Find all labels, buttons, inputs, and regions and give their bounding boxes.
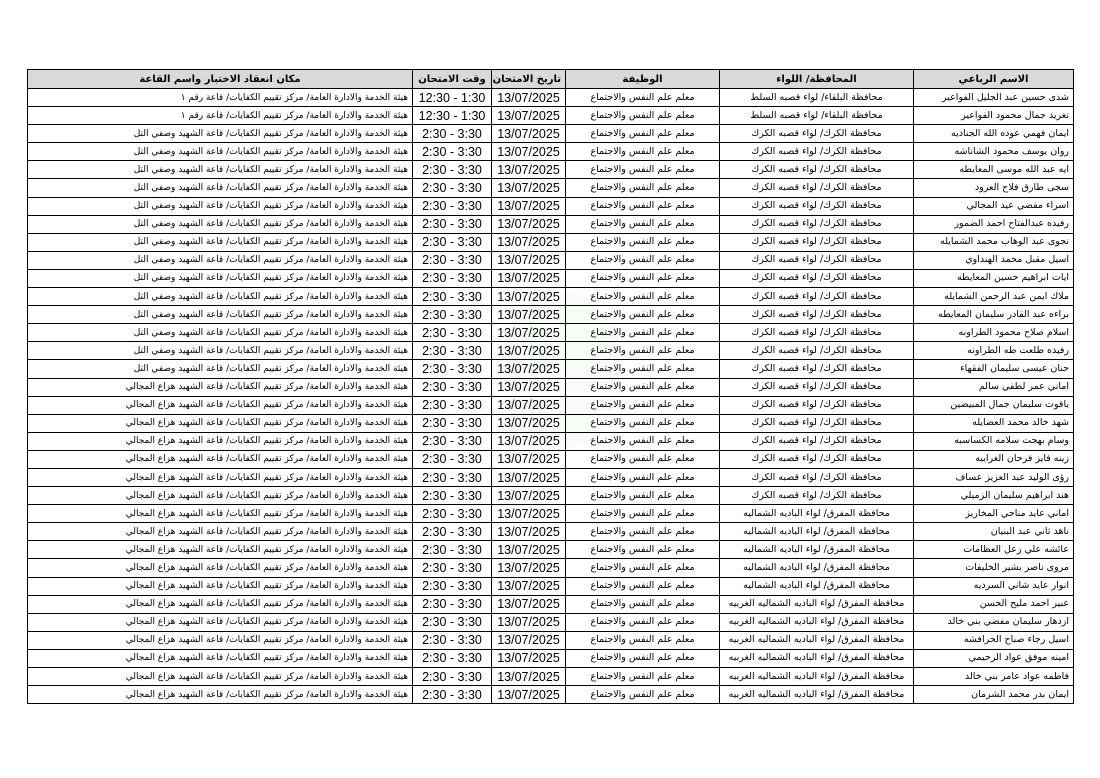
cell-place: هيئة الخدمة والادارة العامة/ مركز تقييم الكفايات/ قاعة الشهيد هزاع المجالي xyxy=(28,487,413,505)
cell-job: معلم علم النفس والاجتماع xyxy=(566,360,720,378)
table-body xyxy=(28,89,1074,704)
cell-name: اسيل رجاء صباح الحرافشه xyxy=(914,631,1074,649)
header-date: تاريخ الامتحان xyxy=(492,70,566,89)
cell-date: 13/07/2025 xyxy=(492,414,566,432)
cell-time: 2:30 - 3:30 xyxy=(413,233,492,251)
cell-place: هيئة الخدمة والادارة العامة/ مركز تقييم الكفايات/ قاعة الشهيد هزاع المجالي xyxy=(28,649,413,667)
header-name: الاسم الرباعي xyxy=(914,70,1074,89)
table-row xyxy=(28,487,1074,505)
cell-date: 13/07/2025 xyxy=(492,360,566,378)
cell-date: 13/07/2025 xyxy=(492,107,566,125)
cell-time: 2:30 - 3:30 xyxy=(413,577,492,595)
cell-name: مروى ناصر بشير الخليفات xyxy=(914,559,1074,577)
cell-place: هيئة الخدمة والادارة العامة/ مركز تقييم الكفايات/ قاعة الشهيد هزاع المجالي xyxy=(28,523,413,541)
cell-governorate: محافظة المفرق/ لواء الباديه الشماليه xyxy=(720,559,914,577)
cell-place: هيئة الخدمة والادارة العامة/ مركز تقييم الكفايات/ قاعة الشهيد هزاع المجالي xyxy=(28,686,413,704)
cell-name: رؤى الوليد عبد العزيز عساف xyxy=(914,468,1074,486)
table-row xyxy=(28,269,1074,287)
cell-time: 2:30 - 3:30 xyxy=(413,360,492,378)
cell-date: 13/07/2025 xyxy=(492,161,566,179)
cell-place: هيئة الخدمة والادارة العامة/ مركز تقييم الكفايات/ قاعة الشهيد هزاع المجالي xyxy=(28,541,413,559)
cell-name: براءه عبد القادر سليمان المعايطه xyxy=(914,306,1074,324)
table-row xyxy=(28,505,1074,523)
cell-place: هيئة الخدمة والادارة العامة/ مركز تقييم الكفايات/ قاعة الشهيد وصفي التل xyxy=(28,215,413,233)
cell-name: نجوى عبد الوهاب محمد الشمايله xyxy=(914,233,1074,251)
cell-time: 12:30 - 1:30 xyxy=(413,89,492,107)
cell-job: معلم علم النفس والاجتماع xyxy=(566,107,720,125)
cell-date: 13/07/2025 xyxy=(492,89,566,107)
cell-governorate: محافظة الكرك/ لواء قصبه الكرك xyxy=(720,306,914,324)
cell-date: 13/07/2025 xyxy=(492,125,566,143)
cell-time: 2:30 - 3:30 xyxy=(413,613,492,631)
cell-governorate: محافظة المفرق/ لواء الباديه الشماليه الغربيه xyxy=(720,649,914,667)
cell-place: هيئة الخدمة والادارة العامة/ مركز تقييم الكفايات/ قاعة الشهيد هزاع المجالي xyxy=(28,668,413,686)
cell-place: هيئة الخدمة والادارة العامة/ مركز تقييم الكفايات/ قاعة الشهيد وصفي التل xyxy=(28,324,413,342)
cell-governorate: محافظة الكرك/ لواء قصبه الكرك xyxy=(720,251,914,269)
cell-governorate: محافظة الكرك/ لواء قصبه الكرك xyxy=(720,468,914,486)
cell-job: معلم علم النفس والاجتماع xyxy=(566,595,720,613)
cell-governorate: محافظة الكرك/ لواء قصبه الكرك xyxy=(720,487,914,505)
cell-time: 2:30 - 3:30 xyxy=(413,197,492,215)
cell-job: معلم علم النفس والاجتماع xyxy=(566,523,720,541)
table-row xyxy=(28,631,1074,649)
cell-place: هيئة الخدمة والادارة العامة/ مركز تقييم الكفايات/ قاعة الشهيد هزاع المجالي xyxy=(28,631,413,649)
cell-time: 2:30 - 3:30 xyxy=(413,125,492,143)
cell-date: 13/07/2025 xyxy=(492,559,566,577)
cell-place: هيئة الخدمة والادارة العامة/ مركز تقييم الكفايات/ قاعة الشهيد هزاع المجالي xyxy=(28,505,413,523)
cell-governorate: محافظة الكرك/ لواء قصبه الكرك xyxy=(720,161,914,179)
cell-place: هيئة الخدمة والادارة العامة/ مركز تقييم الكفايات/ قاعة الشهيد وصفي التل xyxy=(28,306,413,324)
cell-job: معلم علم النفس والاجتماع xyxy=(566,233,720,251)
cell-date: 13/07/2025 xyxy=(492,432,566,450)
exam-schedule-sheet xyxy=(27,69,1073,704)
table-row xyxy=(28,306,1074,324)
cell-time: 2:30 - 3:30 xyxy=(413,251,492,269)
cell-date: 13/07/2025 xyxy=(492,686,566,704)
cell-place: هيئة الخدمة والادارة العامة/ مركز تقييم الكفايات/ قاعة الشهيد وصفي التل xyxy=(28,143,413,161)
cell-job: معلم علم النفس والاجتماع xyxy=(566,125,720,143)
cell-name: اماني عايد مناحي المخاريز xyxy=(914,505,1074,523)
table-row xyxy=(28,668,1074,686)
cell-name: اسيل مقبل محمد الهنداوي xyxy=(914,251,1074,269)
cell-job: معلم علم النفس والاجتماع xyxy=(566,468,720,486)
cell-job: معلم علم النفس والاجتماع xyxy=(566,396,720,414)
table-row xyxy=(28,161,1074,179)
header-time: وقت الامتحان xyxy=(413,70,492,89)
cell-job: معلم علم النفس والاجتماع xyxy=(566,179,720,197)
cell-time: 2:30 - 3:30 xyxy=(413,432,492,450)
cell-date: 13/07/2025 xyxy=(492,649,566,667)
cell-time: 2:30 - 3:30 xyxy=(413,468,492,486)
cell-governorate: محافظة البلقاء/ لواء قصبه السلط xyxy=(720,89,914,107)
cell-name: عائشه علي زعل العظامات xyxy=(914,541,1074,559)
cell-name: ايمان بدر محمد الشرمان xyxy=(914,686,1074,704)
cell-job: معلم علم النفس والاجتماع xyxy=(566,215,720,233)
cell-place: هيئة الخدمة والادارة العامة/ مركز تقييم الكفايات/ قاعة الشهيد هزاع المجالي xyxy=(28,577,413,595)
cell-time: 2:30 - 3:30 xyxy=(413,396,492,414)
cell-place: هيئة الخدمة والادارة العامة/ مركز تقييم الكفايات/ قاعة الشهيد وصفي التل xyxy=(28,269,413,287)
cell-place: هيئة الخدمة والادارة العامة/ مركز تقييم الكفايات/ قاعة الشهيد هزاع المجالي xyxy=(28,432,413,450)
table-row xyxy=(28,179,1074,197)
cell-name: ناهد ثاني عبد البنيان xyxy=(914,523,1074,541)
cell-time: 2:30 - 3:30 xyxy=(413,179,492,197)
cell-time: 2:30 - 3:30 xyxy=(413,414,492,432)
table-row xyxy=(28,649,1074,667)
cell-governorate: محافظة البلقاء/ لواء قصبه السلط xyxy=(720,107,914,125)
cell-name: شهد خالد محمد العضايله xyxy=(914,414,1074,432)
cell-job: معلم علم النفس والاجتماع xyxy=(566,668,720,686)
cell-job: معلم علم النفس والاجتماع xyxy=(566,450,720,468)
cell-date: 13/07/2025 xyxy=(492,288,566,306)
cell-name: اسراء مفضي عيد المجالي xyxy=(914,197,1074,215)
cell-time: 2:30 - 3:30 xyxy=(413,306,492,324)
cell-governorate: محافظة الكرك/ لواء قصبه الكرك xyxy=(720,432,914,450)
cell-governorate: محافظة الكرك/ لواء قصبه الكرك xyxy=(720,378,914,396)
table-row xyxy=(28,324,1074,342)
cell-governorate: محافظة الكرك/ لواء قصبه الكرك xyxy=(720,233,914,251)
cell-job: معلم علم النفس والاجتماع xyxy=(566,613,720,631)
cell-time: 2:30 - 3:30 xyxy=(413,269,492,287)
table-row xyxy=(28,342,1074,360)
cell-name: تغريد جمال محمود الفواعير xyxy=(914,107,1074,125)
cell-date: 13/07/2025 xyxy=(492,631,566,649)
cell-time: 2:30 - 3:30 xyxy=(413,523,492,541)
table-row xyxy=(28,107,1074,125)
table-row xyxy=(28,541,1074,559)
cell-place: هيئة الخدمة والادارة العامة/ مركز تقييم الكفايات/ قاعة رقم ١ xyxy=(28,89,413,107)
cell-governorate: محافظة المفرق/ لواء الباديه الشماليه الغربيه xyxy=(720,613,914,631)
table-row xyxy=(28,450,1074,468)
cell-place: هيئة الخدمة والادارة العامة/ مركز تقييم الكفايات/ قاعة الشهيد هزاع المجالي xyxy=(28,414,413,432)
cell-job: معلم علم النفس والاجتماع xyxy=(566,89,720,107)
cell-date: 13/07/2025 xyxy=(492,269,566,287)
cell-place: هيئة الخدمة والادارة العامة/ مركز تقييم الكفايات/ قاعة الشهيد هزاع المجالي xyxy=(28,613,413,631)
cell-job: معلم علم النفس والاجتماع xyxy=(566,432,720,450)
cell-job: معلم علم النفس والاجتماع xyxy=(566,577,720,595)
cell-job: معلم علم النفس والاجتماع xyxy=(566,288,720,306)
table-row xyxy=(28,396,1074,414)
cell-governorate: محافظة الكرك/ لواء قصبه الكرك xyxy=(720,414,914,432)
cell-job: معلم علم النفس والاجتماع xyxy=(566,197,720,215)
cell-governorate: محافظة الكرك/ لواء قصبه الكرك xyxy=(720,215,914,233)
cell-time: 2:30 - 3:30 xyxy=(413,559,492,577)
cell-date: 13/07/2025 xyxy=(492,505,566,523)
cell-date: 13/07/2025 xyxy=(492,233,566,251)
cell-job: معلم علم النفس والاجتماع xyxy=(566,342,720,360)
cell-governorate: محافظة الكرك/ لواء قصبه الكرك xyxy=(720,450,914,468)
cell-date: 13/07/2025 xyxy=(492,577,566,595)
cell-date: 13/07/2025 xyxy=(492,197,566,215)
cell-time: 2:30 - 3:30 xyxy=(413,215,492,233)
cell-job: معلم علم النفس والاجتماع xyxy=(566,143,720,161)
cell-governorate: محافظة الكرك/ لواء قصبه الكرك xyxy=(720,324,914,342)
cell-date: 13/07/2025 xyxy=(492,668,566,686)
exam-schedule-table xyxy=(27,69,1074,704)
cell-time: 2:30 - 3:30 xyxy=(413,378,492,396)
table-row xyxy=(28,360,1074,378)
cell-name: امينه موفق عواد الرحيمي xyxy=(914,649,1074,667)
cell-name: انوار عايد شاني السرديه xyxy=(914,577,1074,595)
table-row xyxy=(28,89,1074,107)
cell-date: 13/07/2025 xyxy=(492,215,566,233)
cell-job: معلم علم النفس والاجتماع xyxy=(566,559,720,577)
table-row xyxy=(28,125,1074,143)
table-row xyxy=(28,414,1074,432)
cell-governorate: محافظة الكرك/ لواء قصبه الكرك xyxy=(720,143,914,161)
cell-name: فاطمه عواد عامر بني خالد xyxy=(914,668,1074,686)
cell-time: 2:30 - 3:30 xyxy=(413,595,492,613)
cell-date: 13/07/2025 xyxy=(492,324,566,342)
cell-governorate: محافظة الكرك/ لواء قصبه الكرك xyxy=(720,396,914,414)
cell-time: 2:30 - 3:30 xyxy=(413,668,492,686)
cell-date: 13/07/2025 xyxy=(492,541,566,559)
cell-place: هيئة الخدمة والادارة العامة/ مركز تقييم الكفايات/ قاعة الشهيد وصفي التل xyxy=(28,251,413,269)
cell-governorate: محافظة المفرق/ لواء الباديه الشماليه الغربيه xyxy=(720,631,914,649)
cell-name: عبير احمد مليح الحسن xyxy=(914,595,1074,613)
cell-job: معلم علم النفس والاجتماع xyxy=(566,324,720,342)
table-row xyxy=(28,143,1074,161)
table-row xyxy=(28,559,1074,577)
cell-date: 13/07/2025 xyxy=(492,595,566,613)
cell-time: 12:30 - 1:30 xyxy=(413,107,492,125)
cell-job: معلم علم النفس والاجتماع xyxy=(566,505,720,523)
cell-name: شذى حسين عبد الجليل الفواعير xyxy=(914,89,1074,107)
cell-name: اسلام صلاح محمود الطراونه xyxy=(914,324,1074,342)
cell-date: 13/07/2025 xyxy=(492,396,566,414)
cell-place: هيئة الخدمة والادارة العامة/ مركز تقييم الكفايات/ قاعة الشهيد هزاع المجالي xyxy=(28,396,413,414)
cell-time: 2:30 - 3:30 xyxy=(413,342,492,360)
cell-governorate: محافظة الكرك/ لواء قصبه الكرك xyxy=(720,360,914,378)
cell-place: هيئة الخدمة والادارة العامة/ مركز تقييم الكفايات/ قاعة الشهيد وصفي التل xyxy=(28,197,413,215)
cell-place: هيئة الخدمة والادارة العامة/ مركز تقييم الكفايات/ قاعة الشهيد وصفي التل xyxy=(28,288,413,306)
cell-place: هيئة الخدمة والادارة العامة/ مركز تقييم الكفايات/ قاعة الشهيد وصفي التل xyxy=(28,161,413,179)
cell-governorate: محافظة المفرق/ لواء الباديه الشماليه الغربيه xyxy=(720,668,914,686)
cell-name: سجى طارق فلاح العرود xyxy=(914,179,1074,197)
header-place: مكان انعقاد الاختبار واسم القاعة xyxy=(28,70,413,89)
cell-time: 2:30 - 3:30 xyxy=(413,686,492,704)
cell-name: رفيده طلعت طه الطراونه xyxy=(914,342,1074,360)
cell-governorate: محافظة المفرق/ لواء الباديه الشماليه xyxy=(720,505,914,523)
table-row xyxy=(28,378,1074,396)
cell-time: 2:30 - 3:30 xyxy=(413,288,492,306)
cell-governorate: محافظة المفرق/ لواء الباديه الشماليه xyxy=(720,577,914,595)
cell-name: ياقوت سليمان جمال المبيضين xyxy=(914,396,1074,414)
cell-time: 2:30 - 3:30 xyxy=(413,541,492,559)
cell-governorate: محافظة المفرق/ لواء الباديه الشماليه xyxy=(720,523,914,541)
cell-date: 13/07/2025 xyxy=(492,251,566,269)
cell-place: هيئة الخدمة والادارة العامة/ مركز تقييم الكفايات/ قاعة الشهيد هزاع المجالي xyxy=(28,595,413,613)
cell-job: معلم علم النفس والاجتماع xyxy=(566,487,720,505)
cell-time: 2:30 - 3:30 xyxy=(413,505,492,523)
cell-governorate: محافظة المفرق/ لواء الباديه الشماليه xyxy=(720,541,914,559)
cell-governorate: محافظة الكرك/ لواء قصبه الكرك xyxy=(720,179,914,197)
cell-name: ايات ابراهيم حسين المعايطه xyxy=(914,269,1074,287)
cell-name: ازدهار سليمان مفضي بني خالد xyxy=(914,613,1074,631)
cell-time: 2:30 - 3:30 xyxy=(413,143,492,161)
table-row xyxy=(28,577,1074,595)
cell-date: 13/07/2025 xyxy=(492,523,566,541)
cell-governorate: محافظة الكرك/ لواء قصبه الكرك xyxy=(720,269,914,287)
cell-date: 13/07/2025 xyxy=(492,450,566,468)
cell-governorate: محافظة الكرك/ لواء قصبه الكرك xyxy=(720,125,914,143)
cell-job: معلم علم النفس والاجتماع xyxy=(566,649,720,667)
cell-date: 13/07/2025 xyxy=(492,306,566,324)
cell-place: هيئة الخدمة والادارة العامة/ مركز تقييم الكفايات/ قاعة الشهيد هزاع المجالي xyxy=(28,559,413,577)
cell-job: معلم علم النفس والاجتماع xyxy=(566,251,720,269)
table-row xyxy=(28,686,1074,704)
table-row xyxy=(28,215,1074,233)
cell-name: ايمان فهمي عوده الله الجناديه xyxy=(914,125,1074,143)
cell-job: معلم علم النفس والاجتماع xyxy=(566,541,720,559)
table-row xyxy=(28,523,1074,541)
cell-date: 13/07/2025 xyxy=(492,468,566,486)
cell-name: ملاك ايمن عبد الرحمن الشمايله xyxy=(914,288,1074,306)
cell-time: 2:30 - 3:30 xyxy=(413,649,492,667)
header-job: الوظيفة xyxy=(566,70,720,89)
cell-job: معلم علم النفس والاجتماع xyxy=(566,378,720,396)
cell-time: 2:30 - 3:30 xyxy=(413,487,492,505)
cell-time: 2:30 - 3:30 xyxy=(413,161,492,179)
cell-date: 13/07/2025 xyxy=(492,378,566,396)
cell-name: ايه عبد الله موسى المعايطه xyxy=(914,161,1074,179)
cell-date: 13/07/2025 xyxy=(492,487,566,505)
cell-time: 2:30 - 3:30 xyxy=(413,450,492,468)
cell-date: 13/07/2025 xyxy=(492,179,566,197)
cell-name: حنان عيسى سليمان الفقهاء xyxy=(914,360,1074,378)
cell-name: وسام بهجت سلامه الكساسبه xyxy=(914,432,1074,450)
cell-place: هيئة الخدمة والادارة العامة/ مركز تقييم الكفايات/ قاعة الشهيد وصفي التل xyxy=(28,179,413,197)
cell-place: هيئة الخدمة والادارة العامة/ مركز تقييم الكفايات/ قاعة رقم ١ xyxy=(28,107,413,125)
cell-governorate: محافظة المفرق/ لواء الباديه الشماليه الغربيه xyxy=(720,686,914,704)
cell-name: رفيده عبدالفتاح احمد الضمور xyxy=(914,215,1074,233)
cell-governorate: محافظة المفرق/ لواء الباديه الشماليه الغربيه xyxy=(720,595,914,613)
table-row xyxy=(28,233,1074,251)
cell-place: هيئة الخدمة والادارة العامة/ مركز تقييم الكفايات/ قاعة الشهيد وصفي التل xyxy=(28,360,413,378)
cell-time: 2:30 - 3:30 xyxy=(413,324,492,342)
cell-name: زينه فايز فرحان الغرايبه xyxy=(914,450,1074,468)
cell-job: معلم علم النفس والاجتماع xyxy=(566,631,720,649)
table-row xyxy=(28,288,1074,306)
cell-job: معلم علم النفس والاجتماع xyxy=(566,686,720,704)
cell-name: روان يوسف محمود الشاناشه xyxy=(914,143,1074,161)
cell-job: معلم علم النفس والاجتماع xyxy=(566,269,720,287)
cell-governorate: محافظة الكرك/ لواء قصبه الكرك xyxy=(720,197,914,215)
cell-name: هند ابراهيم سليمان الزميلي xyxy=(914,487,1074,505)
table-header-row xyxy=(28,70,1074,89)
cell-job: معلم علم النفس والاجتماع xyxy=(566,306,720,324)
table-row xyxy=(28,197,1074,215)
cell-place: هيئة الخدمة والادارة العامة/ مركز تقييم الكفايات/ قاعة الشهيد هزاع المجالي xyxy=(28,378,413,396)
cell-place: هيئة الخدمة والادارة العامة/ مركز تقييم الكفايات/ قاعة الشهيد هزاع المجالي xyxy=(28,450,413,468)
table-row xyxy=(28,613,1074,631)
cell-job: معلم علم النفس والاجتماع xyxy=(566,161,720,179)
table-row xyxy=(28,251,1074,269)
table-row xyxy=(28,468,1074,486)
cell-date: 13/07/2025 xyxy=(492,613,566,631)
cell-name: اماني عمر لطفي سالم xyxy=(914,378,1074,396)
cell-place: هيئة الخدمة والادارة العامة/ مركز تقييم الكفايات/ قاعة الشهيد وصفي التل xyxy=(28,233,413,251)
header-governorate: المحافظة/ اللواء xyxy=(720,70,914,89)
table-row xyxy=(28,595,1074,613)
cell-place: هيئة الخدمة والادارة العامة/ مركز تقييم الكفايات/ قاعة الشهيد وصفي التل xyxy=(28,125,413,143)
cell-governorate: محافظة الكرك/ لواء قصبه الكرك xyxy=(720,288,914,306)
table-row xyxy=(28,432,1074,450)
cell-date: 13/07/2025 xyxy=(492,342,566,360)
cell-job: معلم علم النفس والاجتماع xyxy=(566,414,720,432)
cell-place: هيئة الخدمة والادارة العامة/ مركز تقييم الكفايات/ قاعة الشهيد وصفي التل xyxy=(28,342,413,360)
cell-place: هيئة الخدمة والادارة العامة/ مركز تقييم الكفايات/ قاعة الشهيد هزاع المجالي xyxy=(28,468,413,486)
cell-date: 13/07/2025 xyxy=(492,143,566,161)
cell-time: 2:30 - 3:30 xyxy=(413,631,492,649)
cell-governorate: محافظة الكرك/ لواء قصبه الكرك xyxy=(720,342,914,360)
